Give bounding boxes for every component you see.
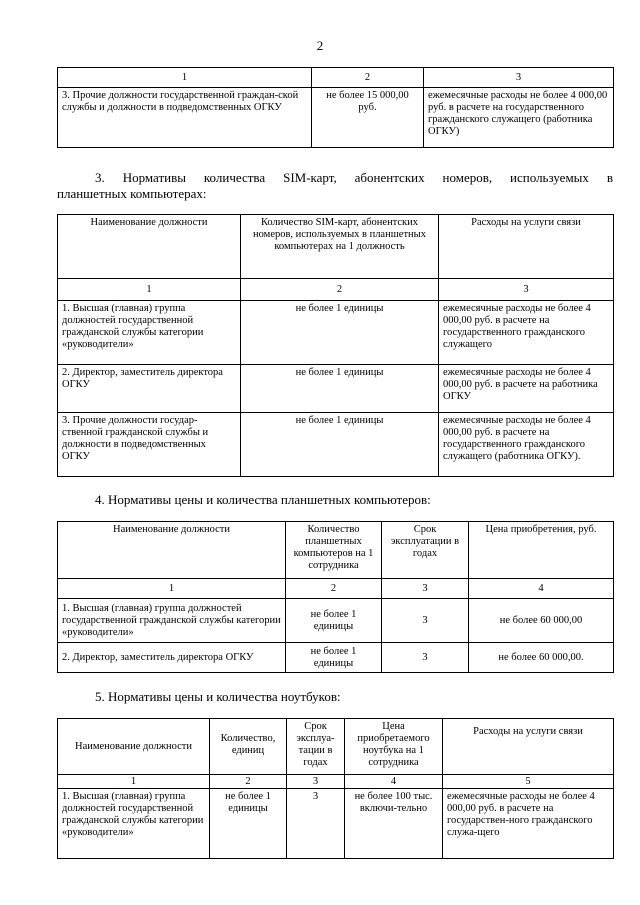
col-number: 3 xyxy=(424,68,614,88)
header-costs: Расходы на услуги связи xyxy=(439,215,614,279)
position-cell: 1. Высшая (главная) группа должностей государственной гражданской службы категории «руководители» xyxy=(58,301,241,365)
tablets-table xyxy=(57,521,614,673)
costs-cell: ежемесячные расходы не более 4 000,00 руб. в расчете на государственного гражданского служащего xyxy=(439,301,614,365)
qty-cell: не более 1 единицы xyxy=(286,599,382,643)
position-cell: 1. Высшая (главная) группа должностей государственной гражданской службы категории «руководители» xyxy=(58,789,210,859)
header-position: Наименование должности xyxy=(58,719,210,775)
qty-cell: не более 1 единицы xyxy=(241,301,439,365)
col-number: 1 xyxy=(58,279,241,301)
position-cell: 3. Прочие должности государ-ственной гражданской службы и должности в подведомственных ОГКУ xyxy=(58,413,241,477)
header-position: Наименование должности xyxy=(58,522,286,579)
col-number: 3 xyxy=(287,775,345,789)
continued-table xyxy=(57,67,614,148)
page-number: 2 xyxy=(316,38,324,53)
header-sim-qty: Количество SIM-карт, абонентских номеров, используемых в планшетных компьютерах на 1 должность xyxy=(241,215,439,279)
costs-cell: ежемесячные расходы не более 4 000,00 руб. в расчете на государственного гражданского служащего (работника ОГКУ) xyxy=(424,88,614,148)
col-number: 2 xyxy=(210,775,287,789)
section-5-heading: 5. Нормативы цены и количества ноутбуков: xyxy=(95,689,341,704)
term-cell: 3 xyxy=(382,643,469,673)
col-number: 1 xyxy=(58,68,312,88)
header-qty: Количество планшетных компьютеров на 1 сотрудника xyxy=(286,522,382,579)
table-row xyxy=(58,789,614,859)
table-row xyxy=(58,599,614,643)
qty-cell: не более 1 единицы xyxy=(210,789,287,859)
col-number: 2 xyxy=(286,579,382,599)
header-price: Цена приобретения, руб. xyxy=(469,522,614,579)
section-4-heading: 4. Нормативы цены и количества планшетных компьютеров: xyxy=(95,492,431,507)
section-3-heading-line1: 3. Нормативы количества SIM-карт, абонентских номеров, используемых в xyxy=(95,170,613,185)
header-costs: Расходы на услуги связи xyxy=(443,719,614,775)
price-cell: не более 100 тыс. включи-тельно xyxy=(345,789,443,859)
sim-cards-table xyxy=(57,214,614,477)
col-number: 2 xyxy=(312,68,424,88)
section-3-heading xyxy=(57,170,613,202)
col-number: 3 xyxy=(439,279,614,301)
table-row xyxy=(58,413,614,477)
price-cell: не более 60 000,00. xyxy=(469,643,614,673)
table-row xyxy=(58,365,614,413)
col-number: 5 xyxy=(443,775,614,789)
position-cell: 2. Директор, заместитель директора ОГКУ xyxy=(58,365,241,413)
header-position: Наименование должности xyxy=(58,215,241,279)
qty-cell: не более 1 единицы xyxy=(286,643,382,673)
table-row xyxy=(58,88,614,148)
table-row xyxy=(58,301,614,365)
table-row xyxy=(58,643,614,673)
costs-cell: ежемесячные расходы не более 4 000,00 руб. в расчете на работника ОГКУ xyxy=(439,365,614,413)
position-cell: 1. Высшая (главная) группа должностей государственной гражданской службы категории «руководители» xyxy=(58,599,286,643)
header-qty: Количество, единиц xyxy=(210,719,287,775)
col-number: 4 xyxy=(469,579,614,599)
price-cell: не более 60 000,00 xyxy=(469,599,614,643)
header-price: Цена приобретаемого ноутбука на 1 сотрудника xyxy=(345,719,443,775)
qty-cell: не более 1 единицы xyxy=(241,413,439,477)
col-number: 2 xyxy=(241,279,439,301)
col-number: 1 xyxy=(58,579,286,599)
header-term: Срок эксплуа-тации в годах xyxy=(287,719,345,775)
costs-cell: ежемесячные расходы не более 4 000,00 руб. в расчете на государственного гражданского служащего (работника ОГКУ). xyxy=(439,413,614,477)
laptops-table xyxy=(57,718,614,859)
term-cell: 3 xyxy=(287,789,345,859)
col-number: 3 xyxy=(382,579,469,599)
costs-cell: ежемесячные расходы не более 4 000,00 руб. в расчете на государствен-ного гражданского служа-щего xyxy=(443,789,614,859)
position-cell: 2. Директор, заместитель директора ОГКУ xyxy=(58,643,286,673)
header-term: Срок эксплуатации в годах xyxy=(382,522,469,579)
limit-cell: не более 15 000,00 руб. xyxy=(312,88,424,148)
term-cell: 3 xyxy=(382,599,469,643)
position-cell: 3. Прочие должности государственной граждан-ской службы и должности в подведомственных ОГКУ xyxy=(58,88,312,148)
section-3-heading-line2: планшетных компьютерах: xyxy=(57,186,207,201)
col-number: 4 xyxy=(345,775,443,789)
col-number: 1 xyxy=(58,775,210,789)
qty-cell: не более 1 единицы xyxy=(241,365,439,413)
